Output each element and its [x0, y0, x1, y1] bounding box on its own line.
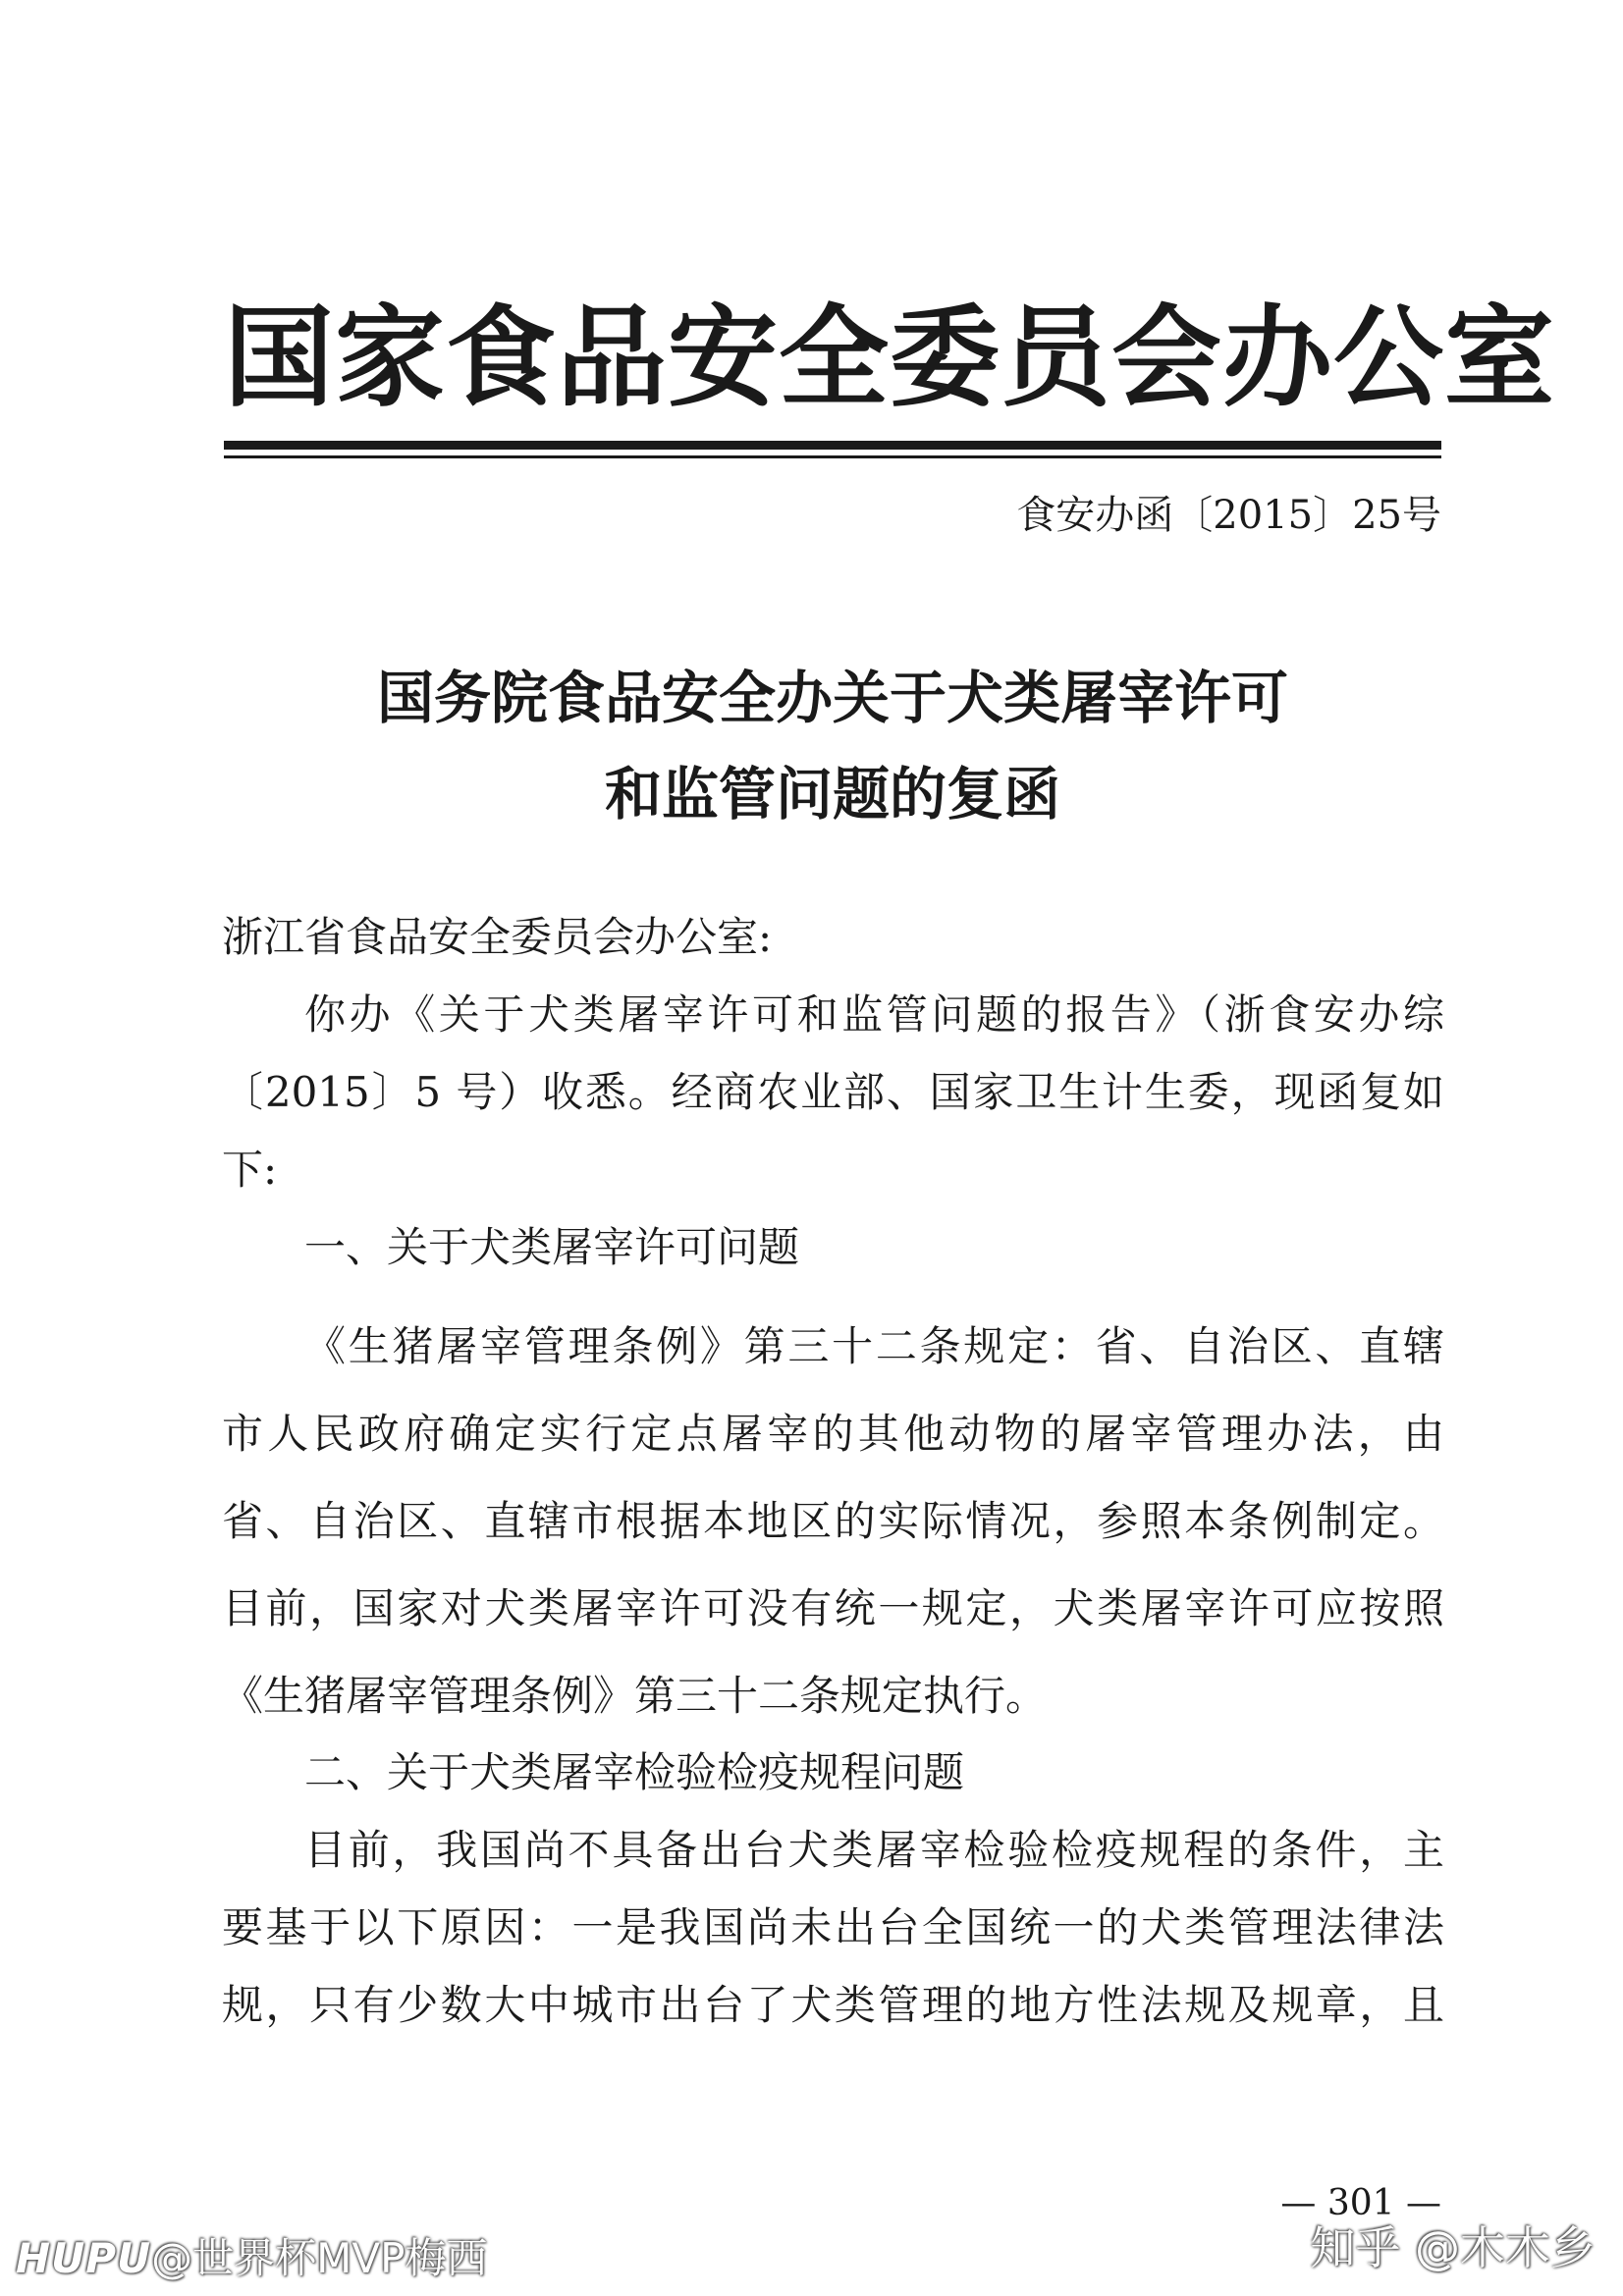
header-rule-thick	[224, 441, 1441, 450]
hupu-watermark	[16, 2233, 487, 2284]
hupu-watermark-text: @世界杯MVP梅西	[151, 2234, 488, 2282]
section-1-line-4: 目前，国家对犬类屠宰许可没有统一规定，犬类屠宰许可应按照	[222, 1584, 1444, 1632]
section-2-line-1: 目前，我国尚不具备出台犬类屠宰检验检疫规程的条件，主	[304, 1826, 1444, 1874]
document-number: 食安办函〔2015〕25号	[1016, 493, 1441, 538]
organization-header: 国家食品安全委员会办公室	[224, 294, 1555, 422]
section-2-heading: 二、关于犬类屠宰检验检疫规程问题	[304, 1748, 965, 1796]
section-2-line-2: 要基于以下原因：一是我国尚未出台全国统一的犬类管理法律法	[222, 1903, 1444, 1951]
section-1-line-2: 市人民政府确定实行定点屠宰的其他动物的屠宰管理办法，由	[222, 1410, 1444, 1458]
title-line-1: 国务院食品安全办关于犬类屠宰许可	[376, 665, 1288, 731]
page-number: — 301 —	[1280, 2183, 1441, 2223]
section-1-heading: 一、关于犬类屠宰许可问题	[304, 1223, 800, 1271]
header-rule-thin	[224, 455, 1441, 458]
intro-line-2: 〔2015〕5 号）收悉。经商农业部、国家卫生计生委，现函复如	[222, 1068, 1444, 1116]
title-line-2: 和监管问题的复函	[604, 761, 1060, 828]
intro-line-3: 下:	[222, 1146, 278, 1194]
hupu-logo: HUPU	[16, 2234, 152, 2282]
document-title	[224, 650, 1441, 842]
zhihu-watermark: 知乎 @木木乡	[1310, 2221, 1596, 2274]
section-1-line-1: 《生猪屠宰管理条例》第三十二条规定：省、自治区、直辖	[304, 1322, 1444, 1370]
recipient-line: 浙江省食品安全委员会办公室:	[222, 913, 773, 961]
section-2-line-3: 规，只有少数大中城市出台了犬类管理的地方性法规及规章，且	[222, 1981, 1444, 2029]
section-1-line-3: 省、自治区、直辖市根据本地区的实际情况，参照本条例制定。	[222, 1497, 1444, 1545]
intro-line-1: 你办《关于犬类屠宰许可和监管问题的报告》（浙食安办综	[304, 990, 1444, 1039]
section-1-line-5: 《生猪屠宰管理条例》第三十二条规定执行。	[222, 1672, 1048, 1720]
